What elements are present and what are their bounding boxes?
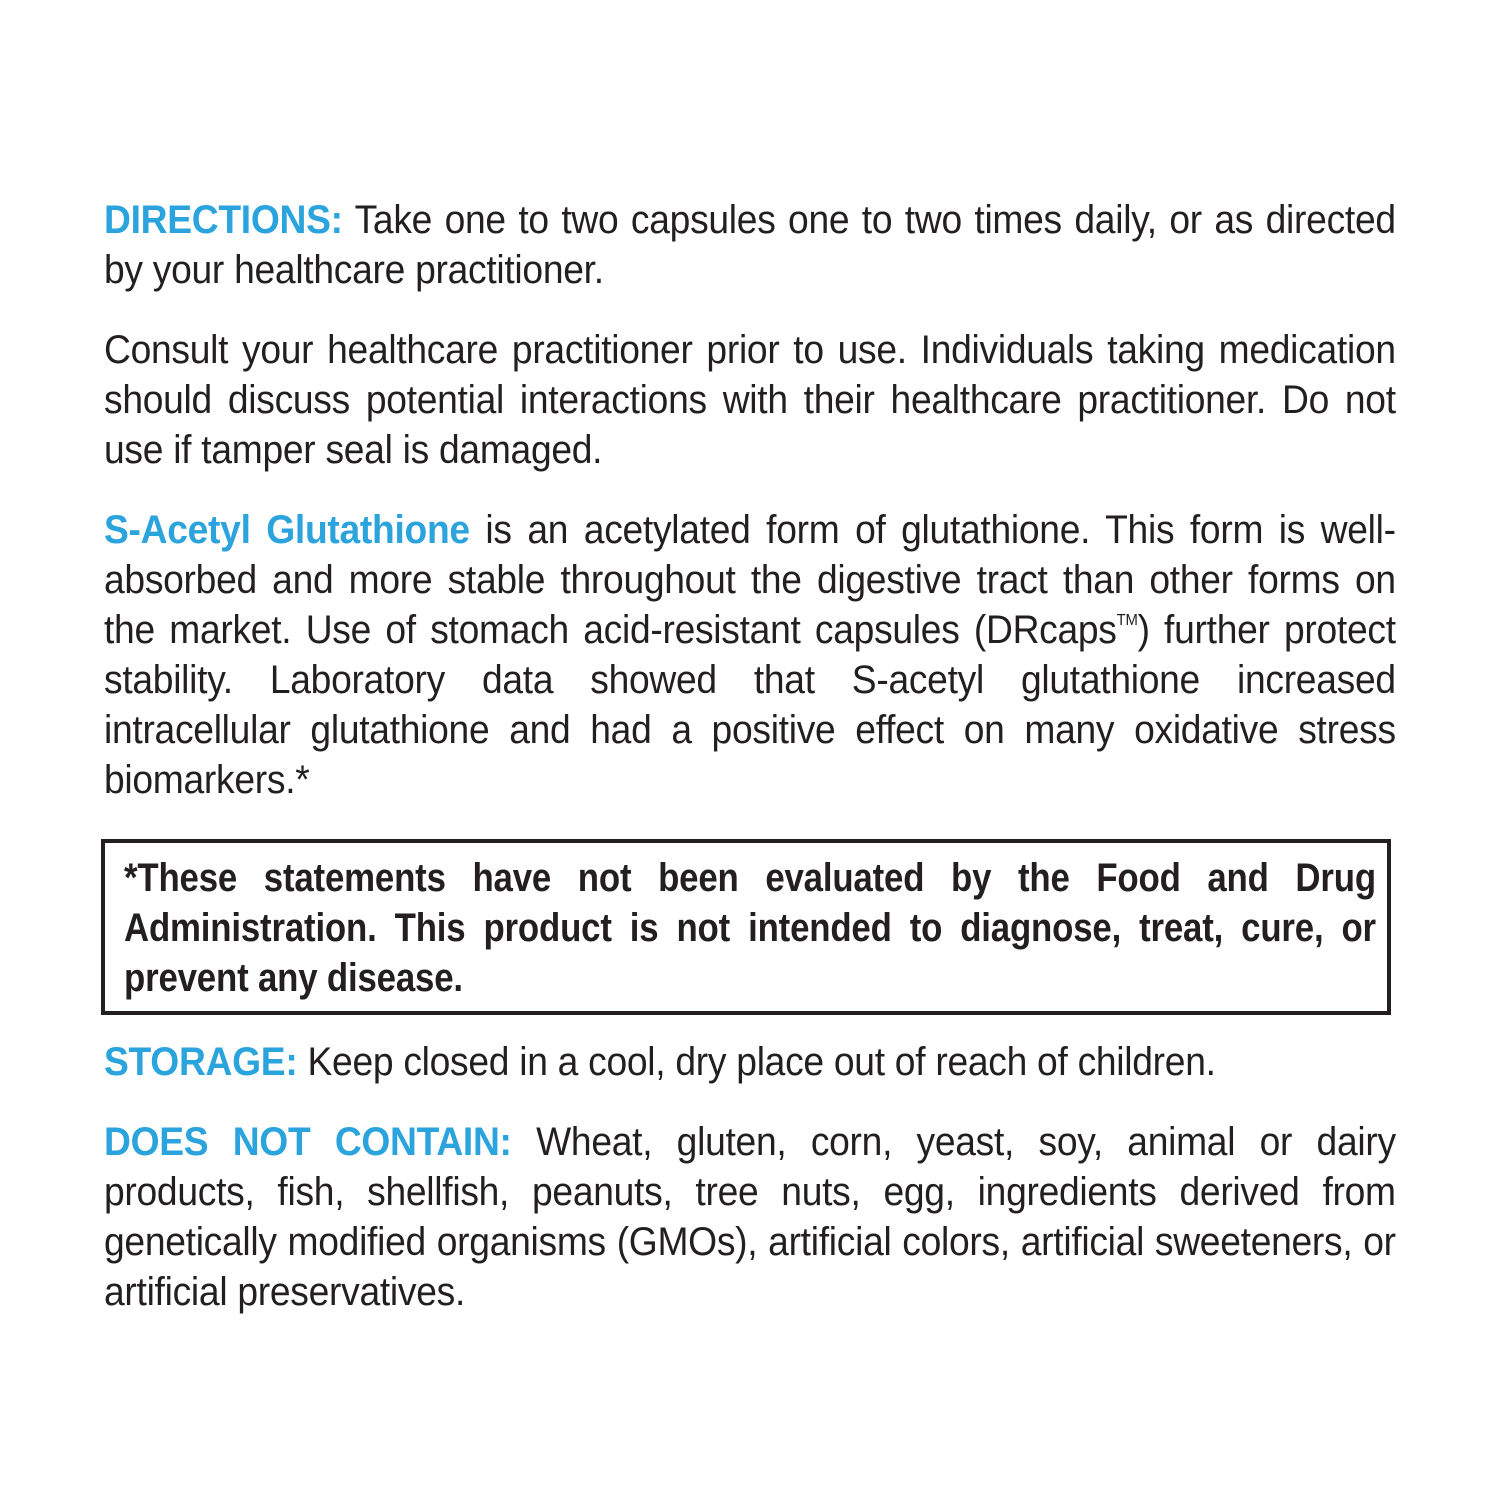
glutathione-heading: S-Acetyl Glutathione (104, 508, 470, 552)
supplement-label-panel (104, 195, 1396, 1317)
directions-heading: DIRECTIONS: (104, 198, 343, 242)
directions-paragraph (104, 195, 1396, 295)
glutathione-text-part1: is an acetylated form of glutathione. This form is well-absorbed and more stable throughout the digestive tract than other forms on the market. Use of stomach acid-resistant capsules (DRcaps (104, 508, 1396, 652)
storage-text: Keep closed in a cool, dry place out of reach of children. (297, 1040, 1216, 1084)
does-not-contain-heading: DOES NOT CONTAIN: (104, 1120, 512, 1164)
trademark-symbol: TM (1116, 612, 1138, 629)
does-not-contain-paragraph (104, 1117, 1396, 1317)
fda-disclaimer-box (101, 839, 1391, 1015)
storage-heading: STORAGE: (104, 1040, 298, 1084)
fda-disclaimer-text: *These statements have not been evaluated by the Food and Drug Administration. This product is not intended to diagnose, treat, cure, or prevent any disease. (124, 856, 1376, 1000)
does-not-contain-text: Wheat, gluten, corn, yeast, soy, animal or dairy products, fish, shellfish, peanuts, tree nuts, egg, ingredients derived from genetically modified organisms (GMOs), artificial colors, artificial sweeteners, or artificial preservatives. (104, 1120, 1396, 1314)
directions-text: Take one to two capsules one to two times daily, or as directed by your healthcare practitioner. (104, 198, 1396, 292)
glutathione-text-part2: ) further protect stability. Laboratory data showed that S-acetyl glutathione increased intracellular glutathione and had a positive effect on many oxidative stress biomarkers.* (104, 608, 1396, 802)
consult-paragraph: Consult your healthcare practitioner prior to use. Individuals taking medication should discuss potential interactions with their healthcare practitioner. Do not use if tamper seal is damaged. (104, 328, 1396, 472)
glutathione-description-paragraph (104, 505, 1396, 805)
storage-paragraph (104, 1037, 1396, 1087)
